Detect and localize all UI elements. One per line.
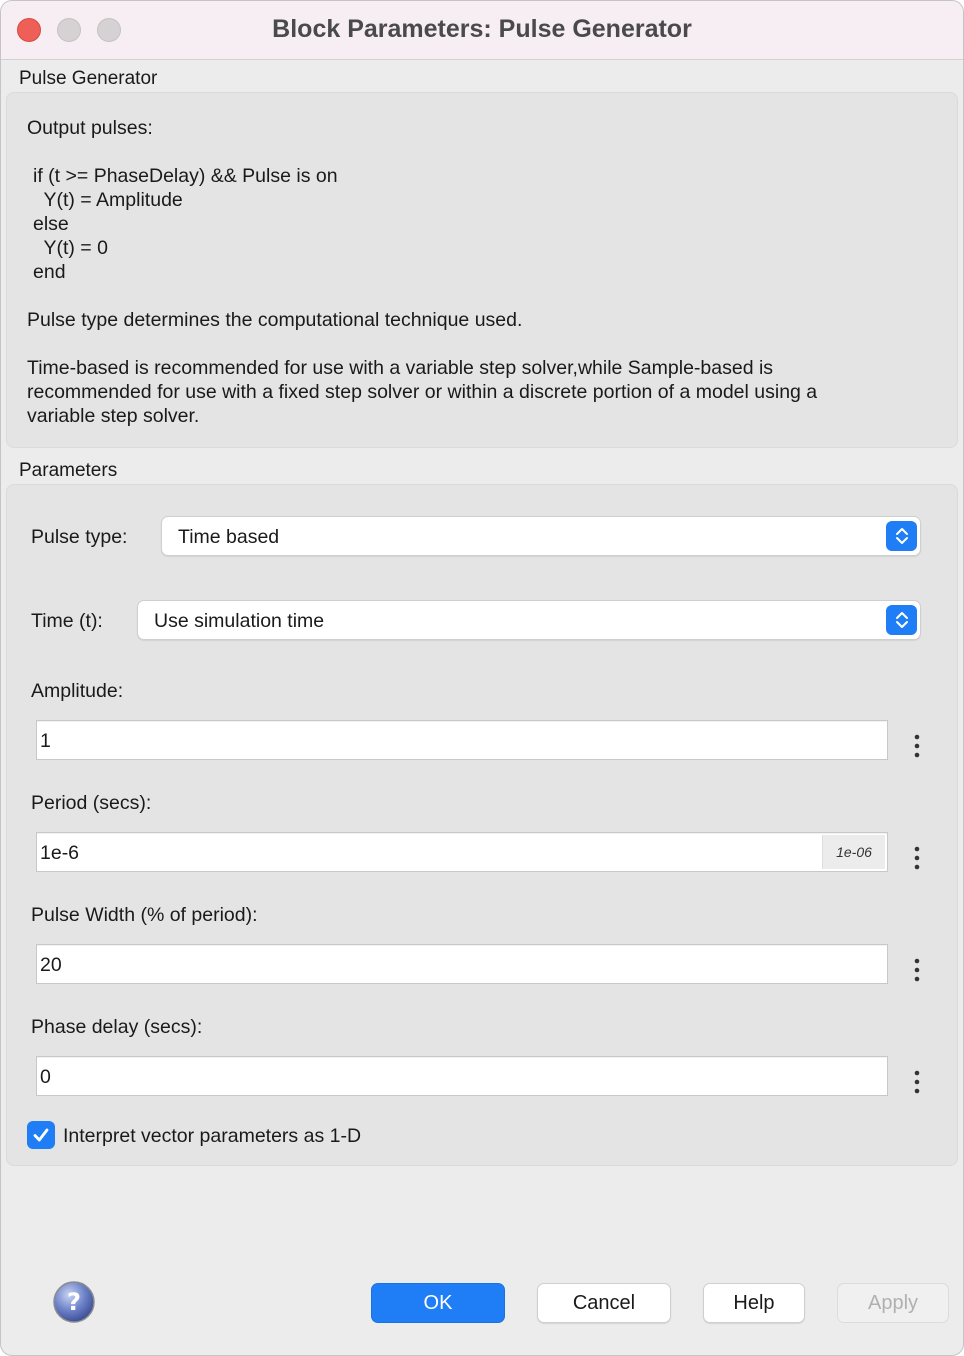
interpret-vector-label[interactable]: Interpret vector parameters as 1-D [63,1125,362,1147]
interpret-vector-checkbox[interactable] [27,1121,55,1149]
period-label: Period (secs): [31,792,152,814]
more-options-icon[interactable] [910,954,924,986]
amplitude-input[interactable] [36,720,888,760]
checkmark-icon [31,1125,51,1145]
code-line: Y(t) = Amplitude [33,189,183,211]
phase-delay-input[interactable] [36,1056,888,1096]
code-line: end [33,261,66,283]
help-question-icon[interactable] [52,1280,96,1324]
recommendation-line: variable step solver. [27,405,200,427]
parameters-group-label: Parameters [19,460,118,481]
time-value: Use simulation time [154,610,325,632]
pulse-type-select[interactable] [161,516,921,556]
recommendation-line: Time-based is recommended for use with a variable step solver,while Sample-based is [27,357,774,379]
period-evaluated-hint: 1e-06 [822,835,885,869]
time-label: Time (t): [31,610,103,632]
apply-button[interactable]: Apply [837,1283,949,1323]
svg-text:?: ? [67,1288,81,1316]
pulse-type-value: Time based [178,526,280,548]
period-value: 1e-6 [40,842,80,864]
time-select[interactable] [137,600,921,640]
code-line: Y(t) = 0 [33,237,108,259]
code-line: else [33,213,69,235]
pulse-width-input[interactable] [36,944,888,984]
amplitude-label: Amplitude: [31,680,124,702]
description-group-label: Pulse Generator [19,68,158,89]
phase-delay-label: Phase delay (secs): [31,1016,203,1038]
pulse-width-value: 20 [40,954,62,976]
pulse-width-label: Pulse Width (% of period): [31,904,258,926]
output-pulses-text: Output pulses: [27,117,153,139]
cancel-button[interactable]: Cancel [537,1283,671,1323]
help-button[interactable]: Help [703,1283,805,1323]
ok-button[interactable]: OK [371,1283,505,1323]
pulse-type-label: Pulse type: [31,526,128,548]
code-line: if (t >= PhaseDelay) && Pulse is on [33,165,338,187]
updown-chevron-icon [886,605,917,635]
pulse-type-note: Pulse type determines the computational technique used. [27,309,523,331]
period-input[interactable] [36,832,888,872]
window-title: Block Parameters: Pulse Generator [272,15,692,43]
more-options-icon[interactable] [910,842,924,874]
more-options-icon[interactable] [910,730,924,762]
recommendation-line: recommended for use with a fixed step solver or within a discrete portion of a model using a [27,381,818,403]
phase-delay-value: 0 [40,1066,51,1088]
updown-chevron-icon [886,521,917,551]
amplitude-value: 1 [40,730,51,752]
more-options-icon[interactable] [910,1066,924,1098]
title-bar[interactable] [1,1,963,60]
